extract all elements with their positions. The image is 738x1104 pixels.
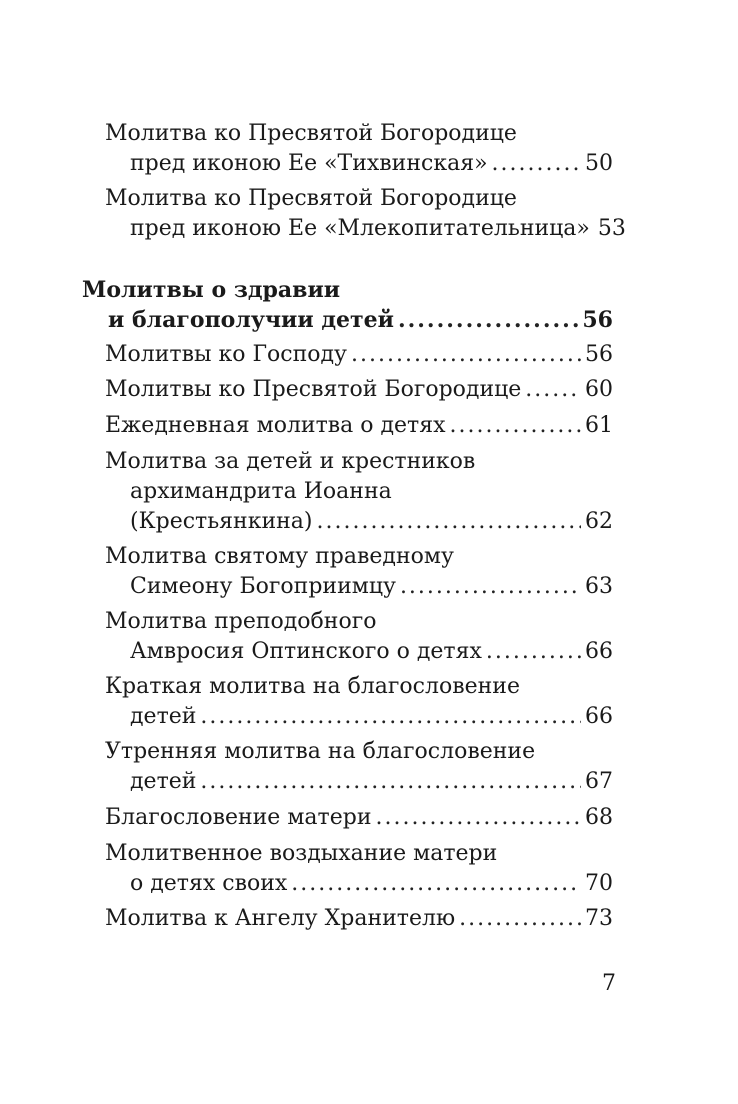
dot-leader: [200, 701, 581, 733]
toc-entry-title: Молитва святому праведному: [105, 544, 454, 569]
toc-entry-line: [105, 802, 613, 834]
dot-leader: [291, 868, 581, 900]
toc-page-number: 60: [585, 377, 613, 402]
toc-entry-title: Симеону Богоприимцу: [130, 574, 396, 599]
toc-entry-title: Амвросия Оптинского о детях: [130, 639, 482, 664]
toc-entry-line: [130, 506, 613, 538]
toc-page-number: 50: [585, 151, 613, 176]
toc-entry-title: пред иконою Ее «Млекопитательница»: [130, 216, 590, 241]
toc-entry-line: [130, 571, 613, 603]
toc-entry-title: (Крестьянкина): [130, 509, 313, 534]
toc-entry-title: детей: [130, 769, 197, 794]
toc-entry-title: пред иконою Ее «Тихвинская»: [130, 151, 488, 176]
toc-entry-line: [130, 476, 613, 508]
toc-page-number: 68: [585, 805, 613, 830]
toc-entry-line: [105, 374, 613, 406]
toc-entry-line: [105, 736, 613, 768]
dot-leader: [492, 148, 581, 180]
toc-entry-line: [105, 671, 613, 703]
toc-entry-title: Утренняя молитва на благословение: [105, 739, 536, 764]
dot-leader: [200, 766, 581, 798]
dot-leader: [459, 903, 581, 935]
toc-page-number: 66: [585, 704, 613, 729]
toc-entry-title: Молитвенное воздыхание матери: [105, 841, 498, 866]
toc-entry-line: [130, 868, 613, 900]
toc-entry-line: [130, 213, 626, 245]
toc-page-number: 61: [585, 413, 613, 438]
toc-entry-title: Молитвы ко Пресвятой Богородице: [105, 377, 522, 402]
toc-entry-line: [105, 183, 613, 215]
toc-entry-title: Благословение матери: [105, 805, 372, 830]
toc-entry-title: детей: [130, 704, 197, 729]
toc-entry-line: [105, 410, 613, 442]
dot-leader: [400, 571, 581, 603]
page-number: 7: [602, 971, 616, 996]
toc-page-number: 56: [585, 342, 613, 367]
toc-entry-title: о детях своих: [130, 871, 288, 896]
toc-entry-title: Краткая молитва на благословение: [105, 674, 520, 699]
toc-entry-title: Молитва ко Пресвятой Богородице: [105, 186, 517, 211]
dot-leader: [351, 339, 581, 371]
dot-leader: [375, 802, 581, 834]
toc-entry-title: Ежедневная молитва о детях: [105, 413, 446, 438]
dot-leader: [486, 636, 581, 668]
toc-entry-line: [105, 838, 613, 870]
toc-page-number: 70: [585, 871, 613, 896]
toc-entry-title: Молитва преподобного: [105, 609, 377, 634]
dot-leader: [317, 506, 582, 538]
toc-entry-line: [105, 903, 613, 935]
toc-page-number: 63: [585, 574, 613, 599]
toc-entry-title: Молитва ко Пресвятой Богородице: [105, 121, 517, 146]
toc-page-number: 73: [585, 906, 613, 931]
toc-entry-title: архимандрита Иоанна: [130, 479, 392, 504]
toc-section-title: Молитвы о здравии: [82, 277, 341, 303]
toc-entry-line: [108, 304, 613, 336]
toc-page-number: 67: [585, 769, 613, 794]
toc-entry-line: [105, 606, 613, 638]
dot-leader: [450, 410, 581, 442]
toc-entry-line: [105, 339, 613, 371]
toc-entry-title: Молитва за детей и крестников: [105, 449, 476, 474]
toc-page-number: 56: [582, 307, 613, 333]
toc-page-number: 66: [585, 639, 613, 664]
toc-entry-line: [130, 636, 613, 668]
toc-entry-line: [130, 148, 613, 180]
toc-entry-line: [105, 118, 613, 150]
dot-leader: [525, 374, 581, 406]
toc-entry-title: Молитвы ко Господу: [105, 342, 347, 367]
toc-entry-line: [82, 274, 613, 306]
toc-page-number: 53: [597, 216, 626, 241]
toc-entry-title: Молитва к Ангелу Хранителю: [105, 906, 456, 931]
toc-section-title: и благополучии детей: [108, 307, 394, 333]
toc-page-number: 62: [585, 509, 613, 534]
dot-leader: [398, 304, 578, 336]
toc-entry-line: [105, 446, 613, 478]
toc-entry-line: [130, 701, 613, 733]
toc-entry-line: [130, 766, 613, 798]
toc-entry-line: [105, 541, 613, 573]
